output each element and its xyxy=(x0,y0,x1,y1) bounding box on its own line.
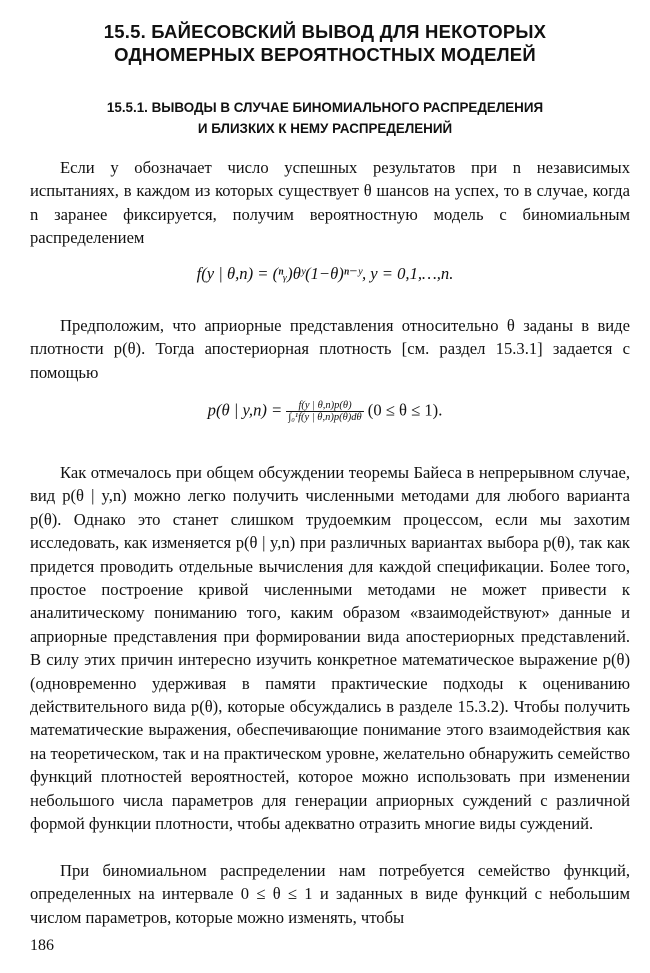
paragraph-2 xyxy=(30,314,630,384)
subsection-title-line2: И БЛИЗКИХ К НЕМУ РАСПРЕДЕЛЕНИЙ xyxy=(197,121,453,136)
binomial-formula: f(y | θ,n) = (ⁿᵧ)θʸ(1−θ)ⁿ⁻ʸ, y = 0,1,…,n. xyxy=(196,264,454,283)
subsection-title-line1: 15.5.1. ВЫВОДЫ В СЛУЧАЕ БИНОМИАЛЬНОГО РАСПРЕДЕЛЕНИЯ xyxy=(106,100,544,115)
paragraph-1-text: Если y обозначает число успешных результатов при n независимых испытаниях, в каждом из которых существует θ шансов на успех, то в случае, когда n заранее фиксируется, получим вероятностную модель с биномиальным распределением xyxy=(30,158,630,248)
paragraph-2-text: Предположим, что априорные представления относительно θ заданы в виде плотности p(θ). Тогда апостериорная плотность [см. раздел 15.3.1] задается с помощью xyxy=(30,316,630,382)
section-title-line1: 15.5. БАЙЕСОВСКИЙ ВЫВОД ДЛЯ НЕКОТОРЫХ xyxy=(103,21,547,42)
posterior-numerator: f(y | θ,n)p(θ) xyxy=(286,400,363,412)
posterior-lhs: p(θ | y,n) = xyxy=(207,400,283,420)
page-number: 186 xyxy=(30,937,54,954)
posterior-condition: (0 ≤ θ ≤ 1). xyxy=(367,400,443,420)
section-title-line2: ОДНОМЕРНЫХ ВЕРОЯТНОСТНЫХ МОДЕЛЕЙ xyxy=(114,44,536,65)
paragraph-1 xyxy=(30,156,630,250)
paragraph-3 xyxy=(30,461,630,836)
paragraph-4-text: При биномиальном распределении нам потребуется семейство функций, определенных на интервале 0 ≤ θ ≤ 1 и заданных в виде функций с небольшим числом параметров, которые можно изменять, чтобы xyxy=(30,861,630,927)
paragraph-3-text: Как отмечалось при общем обсуждении теоремы Байеса в непрерывном случае, вид p(θ | y,n) можно легко получить численными методами для любого варианта p(θ). Однако это станет слишком трудоемким процессом, если мы захотим исследовать, как изменяется p(θ | y,n) при различных вариантах выбора p(θ), так как придется проводить отдельные вычисления для каждой спецификации. Более того, простое построение кривой численными методами не может привести к аналитическому пониманию того, каким образом «взаимодействуют» данные и априорные представления при формировании вида апостериорных представлений. В силу этих причин интересно изучить конкретное математическое выражение p(θ) (одновременно удерживая в памяти практические подходы к оцениванию действительного вида p(θ), которые обсуждались в разделе 15.3.2). Чтобы получить математические выражения, обеспечивающие понимание этого взаимодействия как на теоретическом, так и на практическом уровне, желательно обнаружить семейство функций плотностей вероятностей, которое можно использовать при изменении небольшого числа параметров для генерации априорных суждений с различной формой функции плотности, чтобы адекватно отразить многие виды суждений. xyxy=(30,463,630,834)
posterior-fraction xyxy=(286,400,363,423)
subsection-title xyxy=(0,97,650,139)
paragraph-4 xyxy=(30,859,630,929)
posterior-formula xyxy=(0,400,650,423)
posterior-denominator: ∫₀¹f(y | θ,n)p(θ)dθ xyxy=(288,412,362,423)
section-title xyxy=(0,20,650,66)
